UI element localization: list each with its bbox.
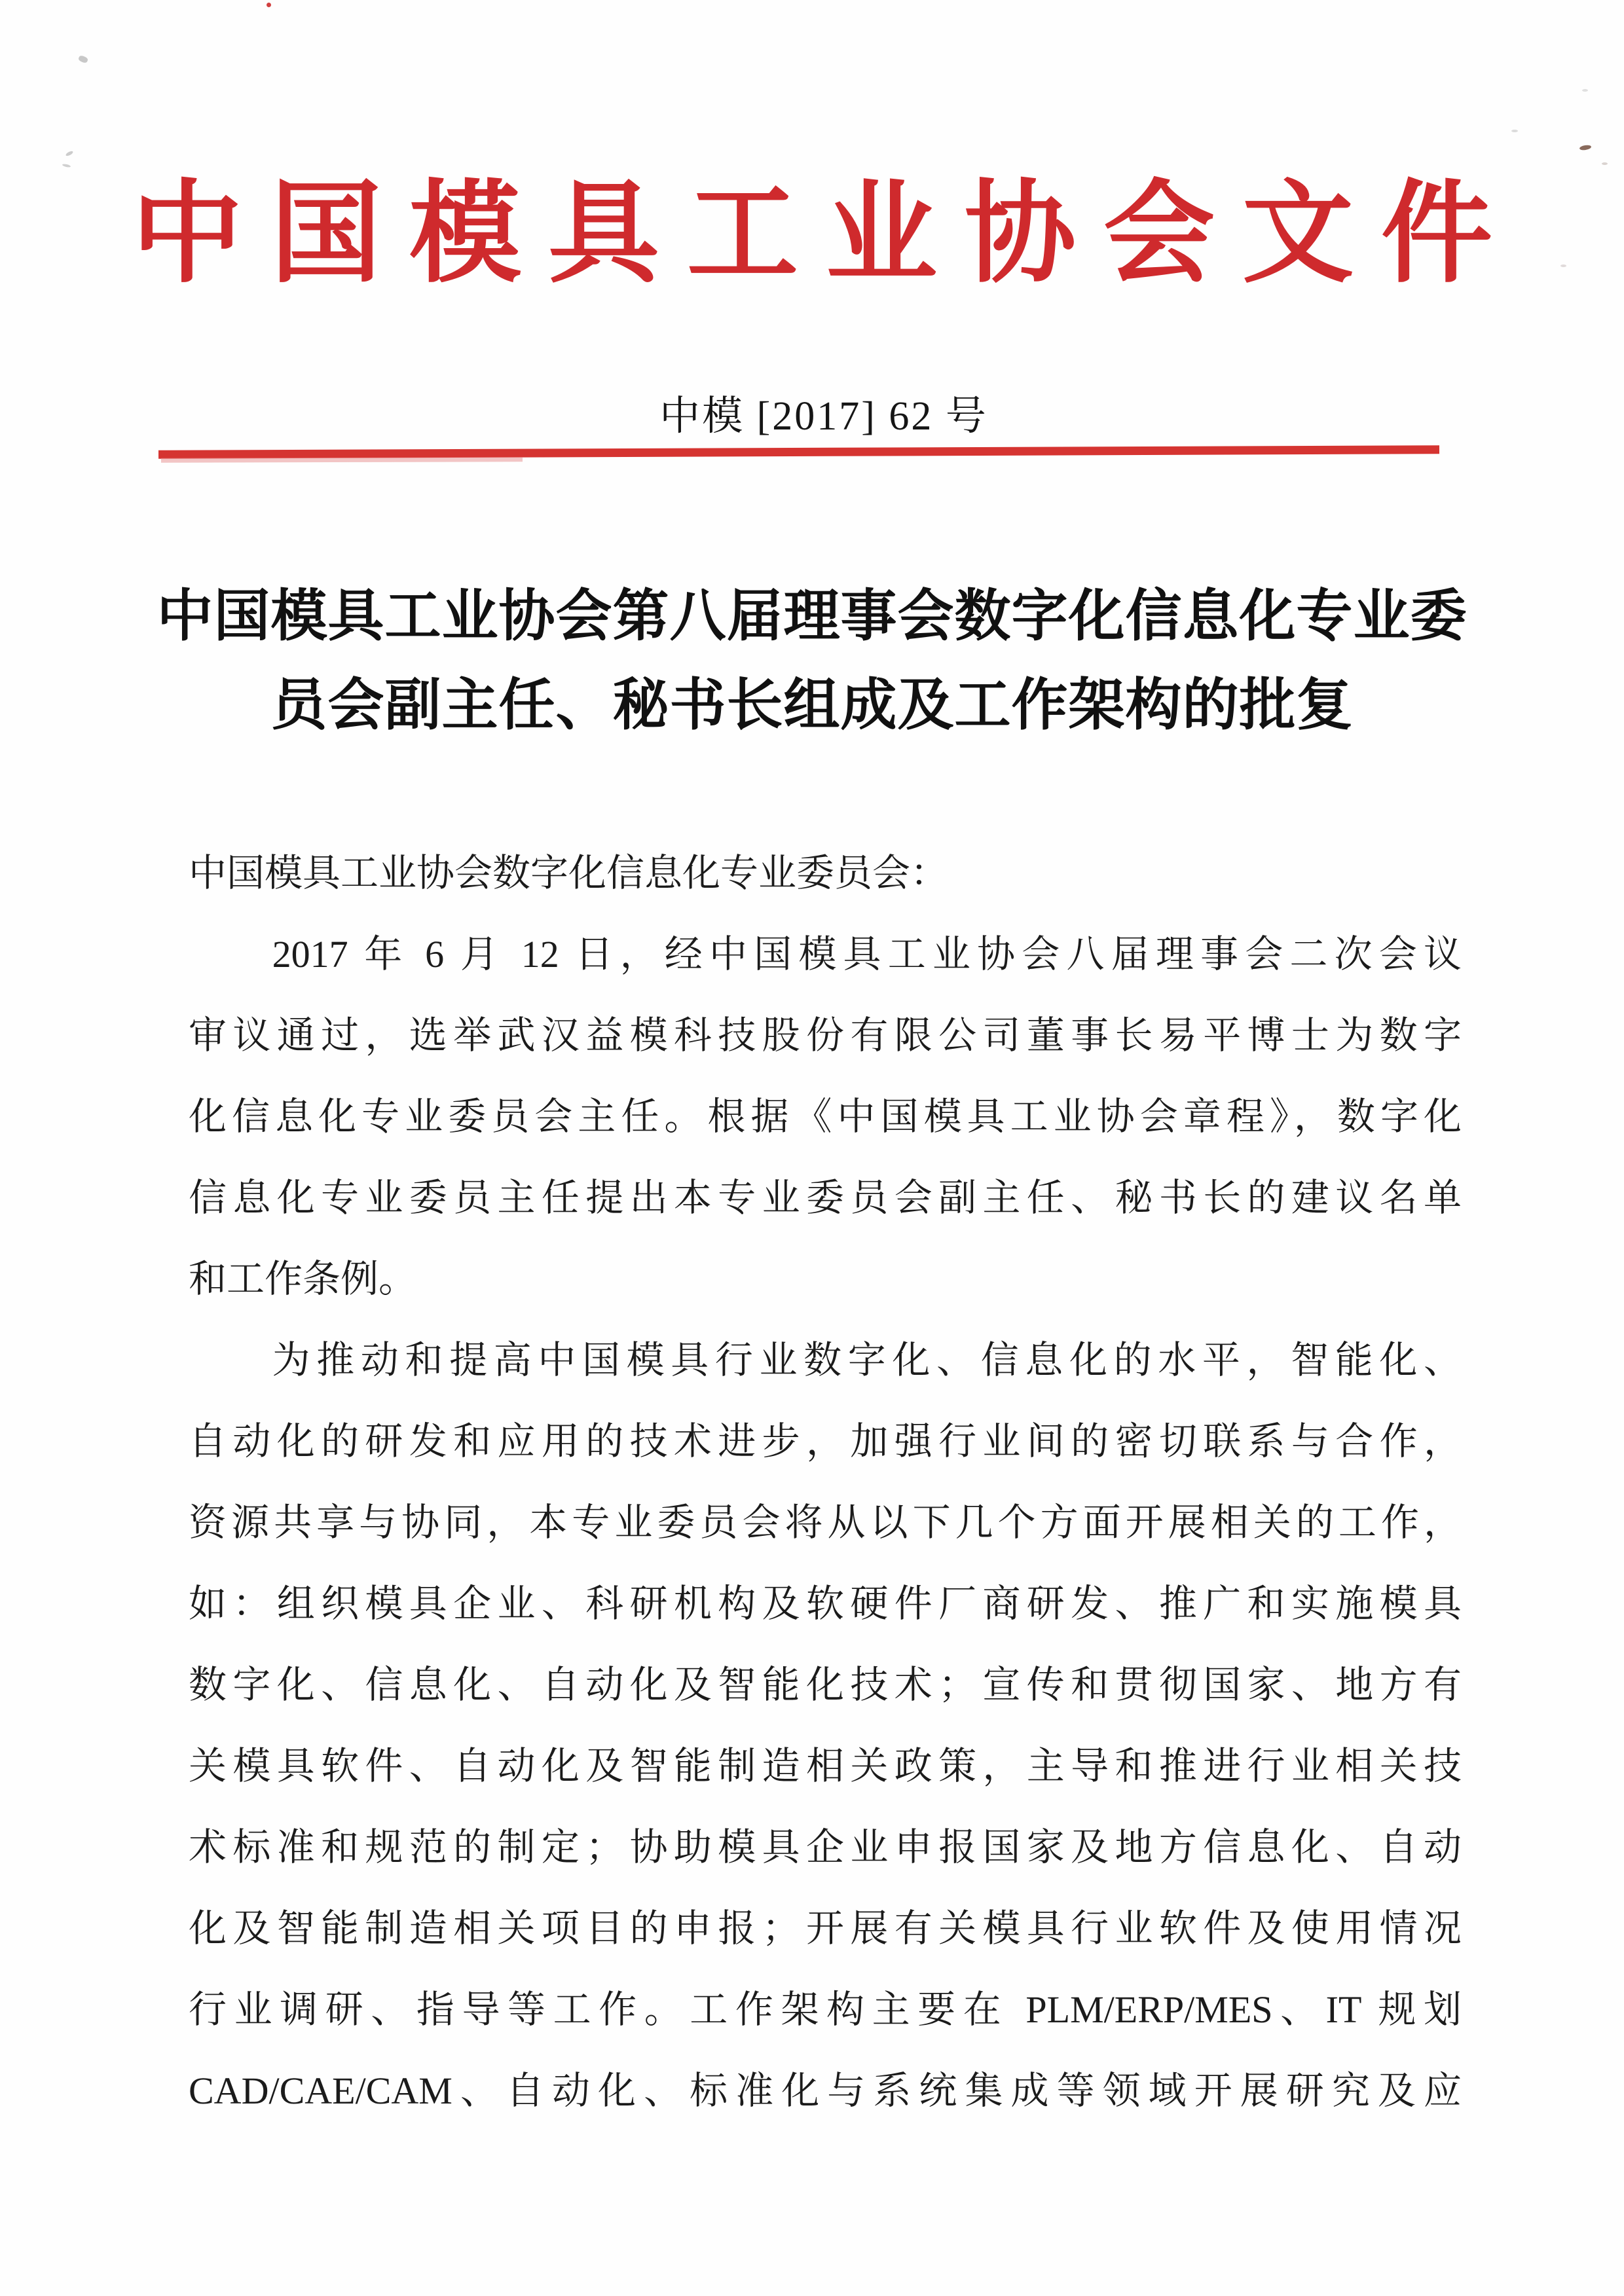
document-body	[189, 833, 1462, 2132]
scan-speck	[1560, 264, 1566, 267]
body-line: CAD/CAE/CAM、自动化、标准化与系统集成等领域开展研究及应	[189, 2069, 1462, 2112]
letterhead-title: 中国模具工业协会文件	[131, 173, 1520, 296]
body-line: 关模具软件、自动化及智能制造相关政策，主导和推进行业相关技	[189, 1745, 1462, 1787]
scan-speck	[65, 150, 74, 156]
body-line: 如：组织模具企业、科研机构及软硬件厂商研发、推广和实施模具	[189, 1582, 1462, 1625]
body-line: 行业调研、指导等工作。工作架构主要在 PLM/ERP/MES、IT 规划	[189, 1988, 1462, 2031]
scan-speck	[267, 3, 271, 7]
red-divider-rule	[158, 445, 1439, 459]
body-line: 为推动和提高中国模具行业数字化、信息化的水平，智能化、	[272, 1339, 1462, 1381]
body-line-salutation: 中国模具工业协会数字化信息化专业委员会：	[189, 852, 949, 894]
scan-speck	[78, 55, 88, 64]
document-title-line1: 中国模具工业协会第八届理事会数字化信息化专业委	[157, 585, 1467, 647]
doc-number: 中模 [2017] 62 号	[659, 394, 988, 439]
red-divider-rule-ghost	[161, 457, 523, 462]
document-title-line2: 员会副主任、秘书长组成及工作架构的批复	[270, 674, 1354, 737]
body-line: 化信息化专业委员会主任。根据《中国模具工业协会章程》，数字化	[189, 1095, 1462, 1138]
document-title	[0, 572, 1624, 750]
body-line: 审议通过，选举武汉益模科技股份有限公司董事长易平博士为数字	[189, 1014, 1462, 1057]
body-line: 资源共享与协同，本专业委员会将从以下几个方面开展相关的工作，	[189, 1501, 1462, 1544]
scan-speck	[62, 164, 71, 168]
body-line: 和工作条例。	[189, 1258, 417, 1300]
body-line: 数字化、信息化、自动化及智能化技术；宣传和贯彻国家、地方有	[189, 1664, 1462, 1706]
body-line: 自动化的研发和应用的技术进步，加强行业间的密切联系与合作，	[189, 1420, 1462, 1463]
body-line: 2017 年 6 月 12 日，经中国模具工业协会八届理事会二次会议	[272, 933, 1462, 975]
scan-speck	[1602, 162, 1608, 165]
body-line: 信息化专业委员主任提出本专业委员会副主任、秘书长的建议名单	[189, 1176, 1462, 1219]
body-line: 化及智能制造相关项目的申报；开展有关模具行业软件及使用情况	[189, 1907, 1462, 1950]
scan-speck	[1579, 145, 1592, 151]
scan-speck	[1511, 130, 1518, 132]
body-line: 术标准和规范的制定；协助模具企业申报国家及地方信息化、自动	[189, 1826, 1462, 1868]
scan-speck	[1582, 89, 1588, 92]
